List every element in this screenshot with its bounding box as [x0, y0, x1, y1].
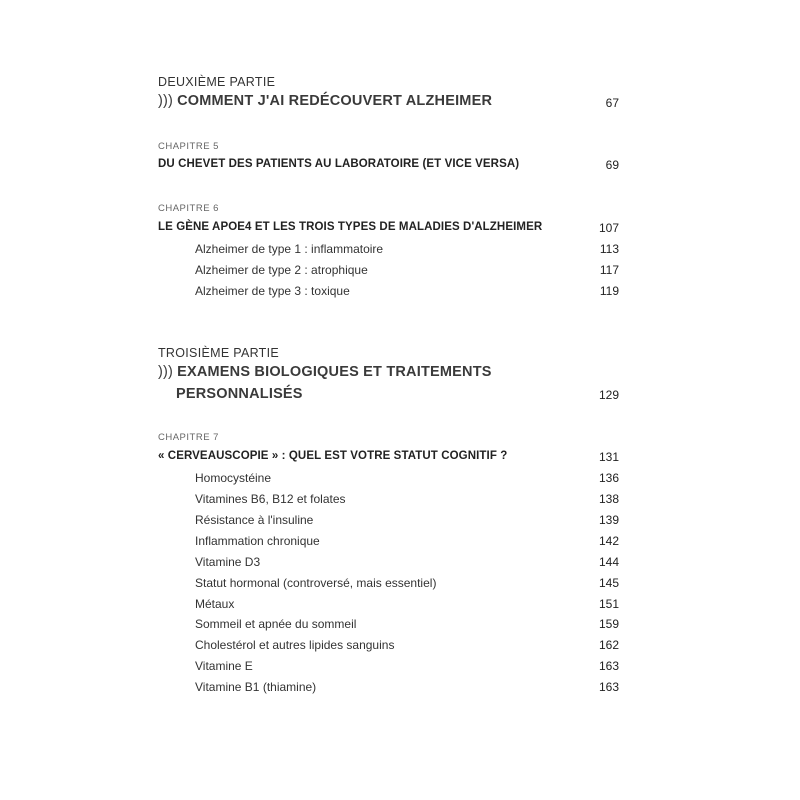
- toc-item: Inflammation chronique: [195, 534, 320, 548]
- page-number: 159: [598, 617, 619, 631]
- part-marks: ))): [158, 364, 174, 380]
- page-number: 107: [598, 221, 619, 235]
- chapter-label: CHAPITRE 7: [158, 432, 219, 443]
- toc-item: Statut hormonal (controversé, mais essentiel): [195, 576, 437, 590]
- toc-item: Alzheimer de type 2 : atrophique: [195, 263, 368, 277]
- part-marks: ))): [158, 93, 174, 109]
- toc-item: Vitamine E: [195, 659, 253, 673]
- toc-item: Vitamines B6, B12 et folates: [195, 492, 346, 506]
- page-number: 113: [599, 242, 619, 256]
- page-number: 144: [598, 555, 619, 569]
- chapter-label: CHAPITRE 5: [158, 141, 219, 152]
- toc-item: Homocystéine: [195, 471, 272, 485]
- toc-item: Cholestérol et autres lipides sanguins: [195, 638, 395, 652]
- page-number: 139: [598, 513, 619, 527]
- toc-item: Résistance à l'insuline: [195, 513, 314, 527]
- page-number: 163: [598, 659, 619, 673]
- page-number: 129: [598, 388, 619, 402]
- page-number: 117: [599, 263, 619, 277]
- part-title-line2: PERSONNALISÉS: [176, 386, 303, 402]
- page-number: 151: [598, 597, 619, 611]
- toc-item: Sommeil et apnée du sommeil: [195, 617, 357, 631]
- chapter-title: « CERVEAUSCOPIE » : QUEL EST VOTRE STATUT COGNITIF ?: [158, 450, 508, 462]
- page-number: 138: [598, 492, 619, 506]
- page-number: 67: [605, 96, 619, 110]
- part-title-text: COMMENT J'AI REDÉCOUVERT ALZHEIMER: [177, 93, 493, 109]
- toc-item: Vitamine B1 (thiamine): [195, 680, 317, 694]
- page-number: 163: [598, 680, 619, 694]
- page-number: 136: [598, 471, 619, 485]
- part-label: TROISIÈME PARTIE: [158, 346, 280, 360]
- toc-item: Vitamine D3: [195, 555, 261, 569]
- part-title: [158, 364, 492, 380]
- chapter-title: DU CHEVET DES PATIENTS AU LABORATOIRE (ET VICE VERSA): [158, 158, 520, 170]
- page-number: 119: [599, 284, 619, 298]
- part-title: [158, 93, 492, 109]
- part-label: DEUXIÈME PARTIE: [158, 75, 276, 89]
- chapter-label: CHAPITRE 6: [158, 203, 219, 214]
- chapter-title: LE GÈNE APOE4 ET LES TROIS TYPES DE MALADIES D'ALZHEIMER: [158, 221, 543, 233]
- part-title-text: EXAMENS BIOLOGIQUES ET TRAITEMENTS: [177, 364, 492, 380]
- page-number: 131: [598, 450, 619, 464]
- page-number: 162: [598, 638, 619, 652]
- page-number: 145: [598, 576, 619, 590]
- page-number: 142: [598, 534, 619, 548]
- page-number: 69: [605, 158, 619, 172]
- toc-item: Alzheimer de type 3 : toxique: [195, 284, 350, 298]
- toc-item: Métaux: [195, 597, 235, 611]
- toc-item: Alzheimer de type 1 : inflammatoire: [195, 242, 384, 256]
